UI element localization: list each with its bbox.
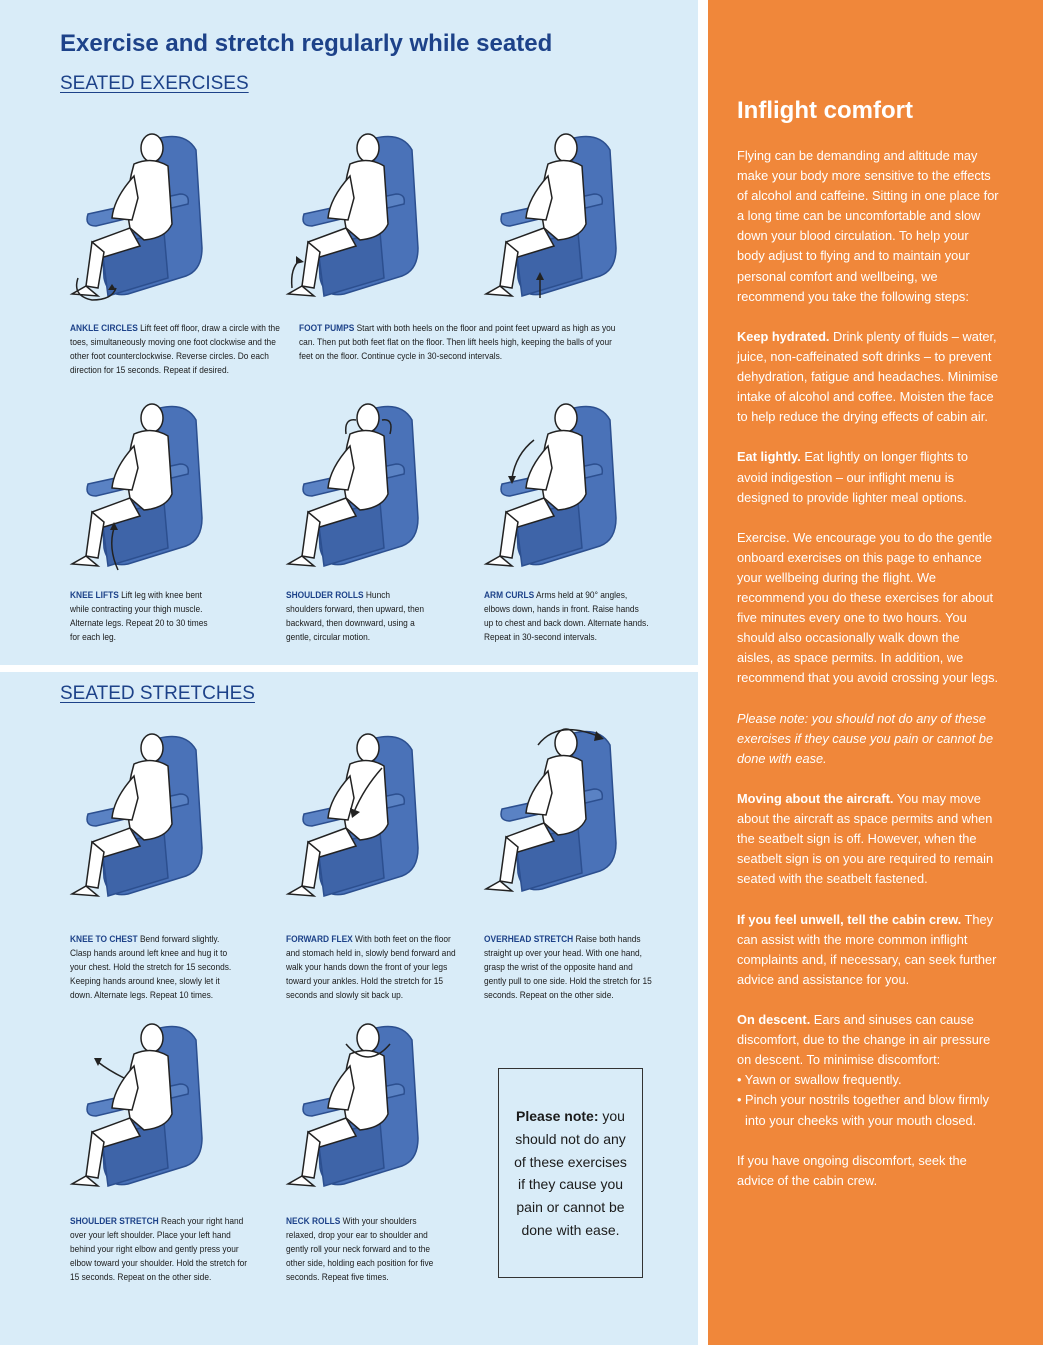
eat-lightly-paragraph xyxy=(737,447,999,507)
exercise-name: KNEE LIFTS xyxy=(70,590,119,601)
exercise-text: Start with both heels on the floor and point feet upward as high as you can. Then put both feet flat on the floor. Then lift heels high, keeping the balls of your feet on the floor. Continue cycle in 30-second intervals. xyxy=(299,323,616,362)
intro-paragraph: Flying can be demanding and altitude may make your body more sensitive to the effects of alcohol and caffeine. Sitting in one place for a long time can be uncomfortable and slow down your blood circulation. To help your body adjust to flying and to maintain your personal comfort and wellbeing, we recommend you take the following steps: xyxy=(737,148,999,304)
seated-stretches-heading: SEATED STRETCHES xyxy=(60,683,255,704)
unwell-text: They can assist with the more common inflight complaints and, if necessary, can seek further advice and assistance for you. xyxy=(737,911,997,987)
exercise-paragraph: Exercise. We encourage you to do the gentle onboard exercises on this page to enhance your wellbeing during the flight. We recommend you do these exercises for about five minutes every one to two hours. You should also occasionally walk down the aisles, as space permits. In addition, we recommend that you avoid crossing your legs. xyxy=(737,529,999,686)
unwell-paragraph xyxy=(737,910,999,990)
hydration-heading: Keep hydrated. xyxy=(737,328,830,344)
stretch-text: Raise both hands straight up over your head. With one hand, grasp the wrist of the opposite hand and gently pull to one side. Hold the stretch for 15 seconds. Repeat on the other side. xyxy=(484,934,652,1001)
stretch-name: FORWARD FLEX xyxy=(286,934,353,945)
eat-lightly-text: Eat lightly on longer flights to avoid indigestion – our inflight menu is designed to provide lighter meal options. xyxy=(737,449,968,505)
knee-to-chest-caption xyxy=(70,933,242,1003)
eat-lightly-heading: Eat lightly. xyxy=(737,449,801,465)
left-arrow-icon xyxy=(98,1062,124,1078)
stretch-name: SHOULDER STRETCH xyxy=(70,1216,159,1227)
exercise-name: ANKLE CIRCLES xyxy=(70,323,138,334)
stretch-text: Reach your right hand over your left shoulder. Place your left hand behind your right elbow and gently press your elbow toward your shoulder. Hold the stretch for 15 seconds. Repeat on the other side. xyxy=(70,1216,248,1283)
descent-paragraph xyxy=(737,1010,999,1070)
foot-pumps-caption xyxy=(299,322,618,364)
note-label: Please note: xyxy=(516,1108,599,1124)
stretch-text: With your shoulders relaxed, drop your ear to shoulder and gently roll your neck forward and to the other side, holding each position for five seconds. Repeat five times. xyxy=(286,1216,434,1283)
note-paragraph xyxy=(737,709,999,769)
seated-exercises-heading: SEATED EXERCISES xyxy=(60,73,249,94)
ankle-circles-caption xyxy=(70,322,281,378)
knee-lifts-illustration xyxy=(68,398,218,578)
exercise-text: Arms held at 90° angles, elbows down, hands in front. Raise hands up to chest and back down. Alternate hands. Repeat in 30-second intervals. xyxy=(484,590,649,643)
inflight-comfort-body xyxy=(737,146,999,1211)
forward-flex-illustration xyxy=(284,728,434,908)
inflight-comfort-title: Inflight comfort xyxy=(737,97,913,124)
exercise-text: Hunch shoulders forward, then upward, then backward, then downward, using a gentle, circular motion. xyxy=(286,590,425,643)
overhead-stretch-illustration xyxy=(482,718,632,908)
moving-paragraph xyxy=(737,789,999,889)
neck-rolls-caption xyxy=(286,1215,446,1285)
stretch-text: With both feet on the floor and stomach held in, slowly bend forward and walk your hands down the front of your legs toward your ankles. Hold the stretch for 15 seconds and slowly sit back up. xyxy=(286,934,456,1001)
arm-rest-illustration xyxy=(482,128,632,308)
shoulder-rolls-illustration xyxy=(284,398,434,578)
exercise-text: Lift leg with knee bent while contracting your thigh muscle. Alternate legs. Repeat 20 to 30 times for each leg. xyxy=(70,590,208,643)
stretch-name: OVERHEAD STRETCH xyxy=(484,934,574,945)
knee-lifts-caption xyxy=(70,589,211,645)
overhead-stretch-caption xyxy=(484,933,655,1003)
neck-rolls-illustration xyxy=(284,1018,434,1198)
shoulder-stretch-caption xyxy=(70,1215,251,1285)
list-item: • Yawn or swallow frequently. xyxy=(737,1072,902,1088)
note-italic-text: Please note: you should not do any of these exercises if they cause you pain or cannot be done with ease. xyxy=(737,710,994,766)
hydration-text: Drink plenty of fluids – water, juice, non-caffeinated soft drinks – to prevent dehydration, fatigue and headaches. Minimise intake of alcohol and coffee. Moisten the face to help reduce the drying effects of cabin air. xyxy=(737,328,999,425)
arm-curls-caption xyxy=(484,589,649,645)
shoulder-stretch-illustration xyxy=(68,1018,218,1198)
list-item: • Pinch your nostrils together and blow firmly into your cheeks with your mouth closed. xyxy=(737,1092,989,1128)
moving-text: You may move about the aircraft as space permits and when the seatbelt sign is off. However, when the seatbelt sign is on you are required to remain seated with the seatbelt fastened. xyxy=(737,791,994,887)
exercise-name: FOOT PUMPS xyxy=(299,323,355,334)
hydration-paragraph xyxy=(737,327,999,427)
stretch-name: KNEE TO CHEST xyxy=(70,934,138,945)
arm-curls-illustration xyxy=(482,398,632,578)
note-text: you should not do any of these exercises if they cause you pain or cannot be done with ease. xyxy=(514,1108,627,1238)
exercise-name: ARM CURLS xyxy=(484,590,535,601)
descent-tips-list xyxy=(737,1070,999,1130)
foot-pumps-illustration xyxy=(284,128,434,308)
stretch-text: Bend forward slightly. Clasp hands around left knee and hug it to your chest. Hold the stretch for 15 seconds. Keeping hands around knee, slowly let it down. Alternate legs. Repeat 10 times. xyxy=(70,934,232,1001)
ankle-circles-illustration xyxy=(68,128,218,308)
page-title: Exercise and stretch regularly while seated xyxy=(60,30,553,57)
stretch-name: NECK ROLLS xyxy=(286,1216,341,1227)
up-arrow-icon xyxy=(292,260,300,288)
please-note-box xyxy=(498,1068,643,1278)
shoulder-rolls-caption xyxy=(286,589,427,645)
descent-heading: On descent. xyxy=(737,1012,811,1028)
forward-flex-caption xyxy=(286,933,464,1003)
moving-heading: Moving about the aircraft. xyxy=(737,791,894,806)
descent-text: Ears and sinuses can cause discomfort, due to the change in air pressure on descent. To minimise discomfort: xyxy=(737,1012,991,1068)
exercise-name: SHOULDER ROLLS xyxy=(286,590,364,601)
closing-paragraph: If you have ongoing discomfort, seek the advice of the cabin crew. xyxy=(737,1152,967,1188)
exercise-text: Lift feet off floor, draw a circle with the toes, simultaneously moving one foot clockwise and the other foot counterclockwise. Reverse circles. Do each direction for 15 seconds. Repeat if desired. xyxy=(70,323,280,376)
unwell-heading: If you feel unwell, tell the cabin crew. xyxy=(737,911,962,927)
knee-to-chest-illustration xyxy=(68,728,218,908)
